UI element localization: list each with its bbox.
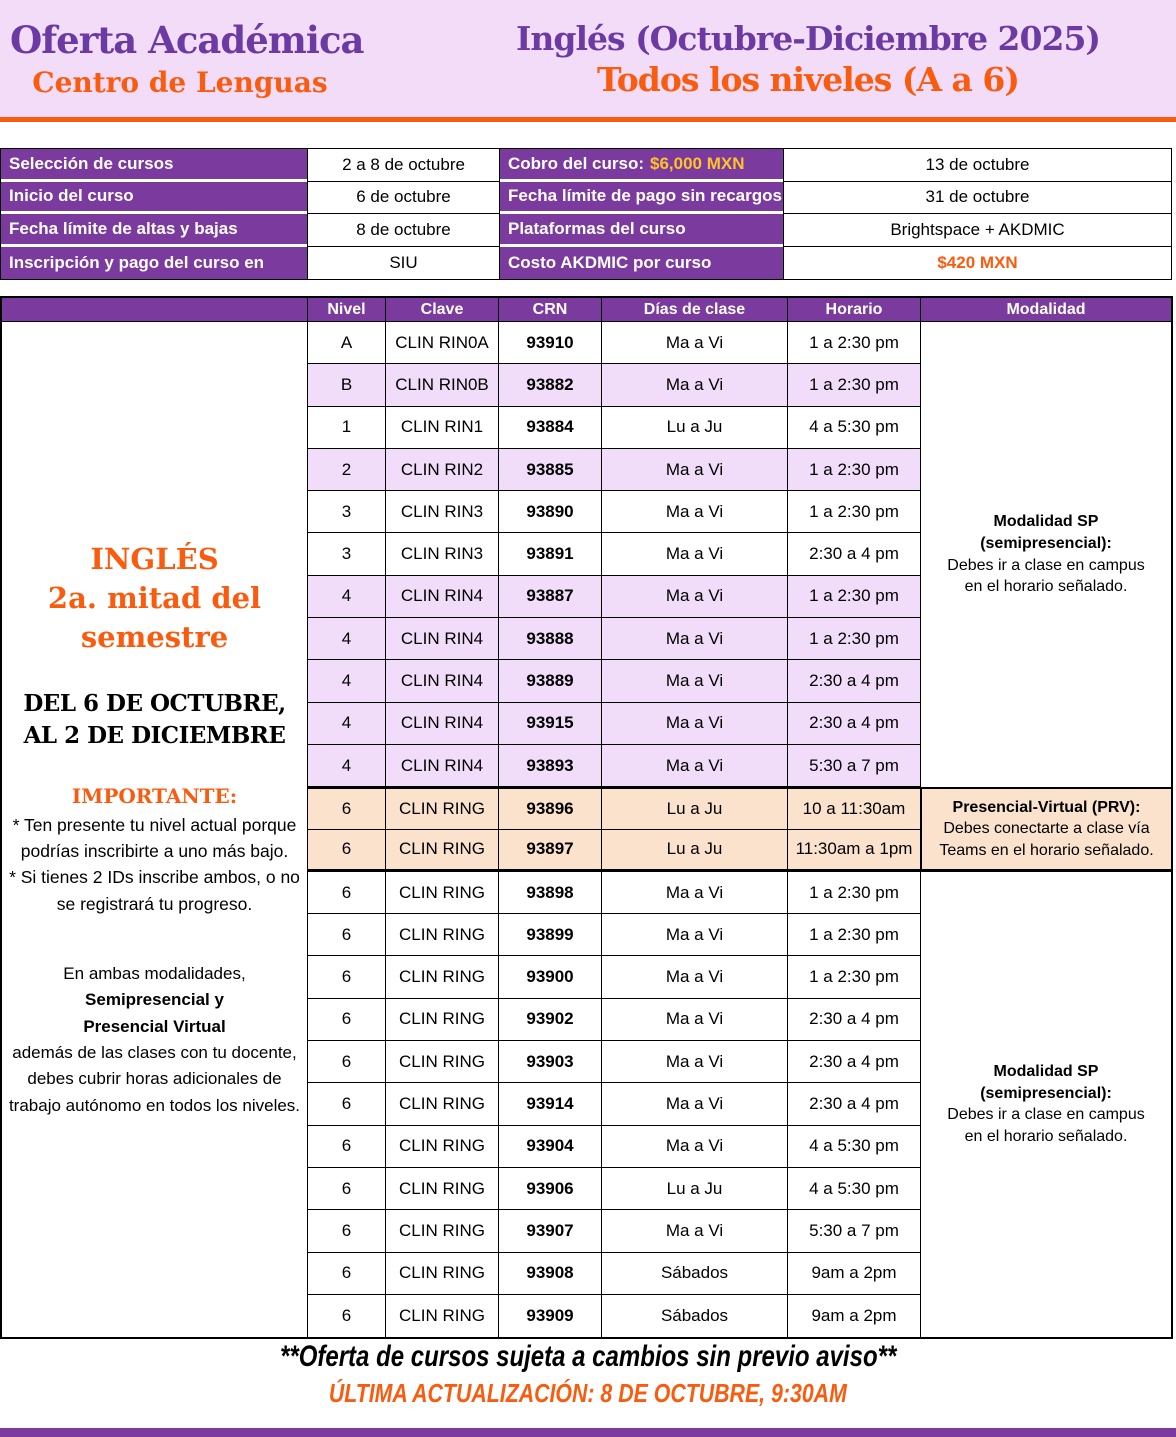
course-cell-horario: 4 a 5:30 pm bbox=[788, 407, 921, 449]
course-cell-crn: 93904 bbox=[499, 1126, 602, 1168]
sidebar-note-2: * Si tienes 2 IDs inscribe ambos, o no se registrará tu progreso. bbox=[9, 867, 300, 914]
course-cell-horario: 4 a 5:30 pm bbox=[788, 1168, 921, 1210]
course-cell-nivel: 6 bbox=[308, 787, 386, 829]
info-value: Brightspace + AKDMIC bbox=[783, 214, 1171, 247]
course-cell-clave: CLIN RING bbox=[386, 1041, 499, 1083]
modalidad-sp-bottom-cell bbox=[921, 872, 1171, 1337]
course-cell-nivel: 6 bbox=[308, 1126, 386, 1168]
sidebar-block-line3: Presencial Virtual bbox=[83, 1016, 226, 1036]
course-cell-crn: 93906 bbox=[499, 1168, 602, 1210]
course-cell-nivel: B bbox=[308, 364, 386, 406]
course-cell-nivel: 4 bbox=[308, 618, 386, 660]
course-cell-clave: CLIN RIN4 bbox=[386, 660, 499, 702]
course-cell-clave: CLIN RING bbox=[386, 1253, 499, 1295]
course-levels: Todos los niveles (A a 6) bbox=[597, 59, 1019, 99]
course-cell-nivel: 6 bbox=[308, 956, 386, 998]
modalidad-sp-title: Modalidad SP (semipresencial): bbox=[980, 1063, 1112, 1102]
course-cell-horario: 1 a 2:30 pm bbox=[788, 872, 921, 914]
course-cell-nivel: 3 bbox=[308, 491, 386, 533]
course-cell-horario: 1 a 2:30 pm bbox=[788, 449, 921, 491]
course-cell-clave: CLIN RING bbox=[386, 1295, 499, 1337]
course-cell-crn: 93909 bbox=[499, 1295, 602, 1337]
course-cell-horario: 2:30 a 4 pm bbox=[788, 1083, 921, 1125]
course-cell-crn: 93903 bbox=[499, 1041, 602, 1083]
info-label: Inscripción y pago del curso en bbox=[1, 247, 307, 280]
course-cell-horario: 1 a 2:30 pm bbox=[788, 491, 921, 533]
bottom-purple-bar bbox=[0, 1428, 1176, 1437]
course-cell-dias: Ma a Vi bbox=[602, 914, 788, 956]
course-cell-clave: CLIN RING bbox=[386, 914, 499, 956]
course-cell-nivel: 6 bbox=[308, 1295, 386, 1337]
info-label: Costo AKDMIC por curso bbox=[500, 247, 783, 280]
course-cell-horario: 5:30 a 7 pm bbox=[788, 745, 921, 787]
modalidad-sp-body: Debes ir a clase en campus en el horario señalado. bbox=[947, 556, 1145, 596]
course-cell-dias: Lu a Ju bbox=[602, 787, 788, 829]
course-cell-dias: Ma a Vi bbox=[602, 576, 788, 618]
footer bbox=[0, 1340, 1176, 1409]
column-header-clave: Clave bbox=[386, 298, 499, 322]
course-cell-horario: 1 a 2:30 pm bbox=[788, 956, 921, 998]
course-cell-horario: 4 a 5:30 pm bbox=[788, 1126, 921, 1168]
column-header-horario: Horario bbox=[788, 298, 921, 322]
course-cell-dias: Ma a Vi bbox=[602, 745, 788, 787]
course-cell-dias: Ma a Vi bbox=[602, 491, 788, 533]
course-cell-crn: 93888 bbox=[499, 618, 602, 660]
course-cell-horario: 9am a 2pm bbox=[788, 1253, 921, 1295]
course-cell-clave: CLIN RIN3 bbox=[386, 491, 499, 533]
info-label: Inicio del curso bbox=[1, 182, 307, 215]
course-cell-crn: 93896 bbox=[499, 787, 602, 829]
course-cell-clave: CLIN RIN4 bbox=[386, 618, 499, 660]
course-title: Inglés (Octubre-Diciembre 2025) bbox=[515, 18, 1101, 58]
course-cell-clave: CLIN RING bbox=[386, 787, 499, 829]
course-cell-clave: CLIN RIN4 bbox=[386, 745, 499, 787]
info-label-highlight: $6,000 MXN bbox=[650, 153, 745, 173]
course-cell-nivel: A bbox=[308, 322, 386, 364]
course-cell-horario: 2:30 a 4 pm bbox=[788, 703, 921, 745]
course-cell-horario: 2:30 a 4 pm bbox=[788, 660, 921, 702]
column-header-modalidad: Modalidad bbox=[921, 298, 1171, 322]
course-cell-clave: CLIN RIN4 bbox=[386, 576, 499, 618]
course-cell-clave: CLIN RING bbox=[386, 999, 499, 1041]
course-cell-horario: 10 a 11:30am bbox=[788, 787, 921, 829]
sidebar-block-line2: Semipresencial y bbox=[85, 990, 224, 1010]
course-cell-clave: CLIN RING bbox=[386, 872, 499, 914]
info-label: Plataformas del curso bbox=[500, 214, 783, 247]
info-value: 31 de octubre bbox=[783, 182, 1171, 215]
course-cell-nivel: 4 bbox=[308, 703, 386, 745]
footer-last-updated: ÚLTIMA ACTUALIZACIÓN: 8 DE OCTUBRE, 9:30AM bbox=[328, 1378, 847, 1408]
course-cell-horario: 1 a 2:30 pm bbox=[788, 576, 921, 618]
course-cell-dias: Sábados bbox=[602, 1295, 788, 1337]
course-cell-horario: 5:30 a 7 pm bbox=[788, 1210, 921, 1252]
course-cell-crn: 93907 bbox=[499, 1210, 602, 1252]
info-label: Selección de cursos bbox=[1, 149, 307, 182]
course-cell-dias: Ma a Vi bbox=[602, 449, 788, 491]
info-value-akdmic-cost: $420 MXN bbox=[783, 247, 1171, 280]
course-cell-horario: 9am a 2pm bbox=[788, 1295, 921, 1337]
course-cell-crn: 93887 bbox=[499, 576, 602, 618]
column-header-dias: Días de clase bbox=[602, 298, 788, 322]
sidebar-title-line1: INGLÉS bbox=[90, 542, 219, 577]
info-value: SIU bbox=[307, 247, 500, 280]
course-cell-crn: 93885 bbox=[499, 449, 602, 491]
course-cell-dias: Ma a Vi bbox=[602, 1126, 788, 1168]
sidebar-note-1: * Ten presente tu nivel actual porque podrías inscribirte a uno más bajo. bbox=[12, 814, 297, 862]
info-value: 6 de octubre bbox=[307, 182, 500, 215]
course-cell-clave: CLIN RING bbox=[386, 1168, 499, 1210]
course-cell-clave: CLIN RING bbox=[386, 830, 499, 872]
course-cell-nivel: 4 bbox=[308, 660, 386, 702]
info-label: Fecha límite de altas y bajas bbox=[1, 214, 307, 247]
course-cell-clave: CLIN RIN3 bbox=[386, 533, 499, 575]
course-cell-dias: Ma a Vi bbox=[602, 703, 788, 745]
sidebar-modalities-note bbox=[6, 961, 303, 1119]
sidebar-block-line1: En ambas modalidades, bbox=[63, 963, 246, 983]
course-cell-nivel: 6 bbox=[308, 1168, 386, 1210]
course-cell-horario: 1 a 2:30 pm bbox=[788, 322, 921, 364]
course-cell-clave: CLIN RING bbox=[386, 956, 499, 998]
course-cell-clave: CLIN RIN1 bbox=[386, 407, 499, 449]
course-cell-clave: CLIN RING bbox=[386, 1083, 499, 1125]
course-cell-dias: Ma a Vi bbox=[602, 956, 788, 998]
course-cell-dias: Ma a Vi bbox=[602, 364, 788, 406]
sidebar-block-line4: además de las clases con tu docente, debes cubrir horas adicionales de trabajo autónomo en todos los niveles. bbox=[8, 1042, 301, 1115]
course-cell-nivel: 6 bbox=[308, 872, 386, 914]
course-cell-nivel: 1 bbox=[308, 407, 386, 449]
course-cell-nivel: 6 bbox=[308, 1210, 386, 1252]
course-cell-crn: 93910 bbox=[499, 322, 602, 364]
course-cell-nivel: 6 bbox=[308, 830, 386, 872]
course-cell-dias: Lu a Ju bbox=[602, 830, 788, 872]
course-cell-clave: CLIN RING bbox=[386, 1126, 499, 1168]
sidebar-important-heading: IMPORTANTE: bbox=[71, 783, 238, 808]
course-cell-dias: Ma a Vi bbox=[602, 533, 788, 575]
info-value: 13 de octubre bbox=[783, 149, 1171, 182]
modalidad-prv-body: Debes conectarte a clase vía Teams en el horario señalado. bbox=[939, 820, 1154, 859]
column-header-crn: CRN bbox=[499, 298, 602, 322]
course-cell-crn: 93882 bbox=[499, 364, 602, 406]
course-cell-clave: CLIN RIN2 bbox=[386, 449, 499, 491]
footer-notice: **Oferta de cursos sujeta a cambios sin previo aviso** bbox=[279, 1340, 897, 1373]
modalidad-sp-top-cell bbox=[921, 322, 1171, 787]
sidebar-title-line2: 2a. mitad del semestre bbox=[47, 581, 262, 655]
course-cell-dias: Ma a Vi bbox=[602, 872, 788, 914]
course-cell-dias: Lu a Ju bbox=[602, 407, 788, 449]
course-cell-crn: 93898 bbox=[499, 872, 602, 914]
info-label-text: Cobro del curso: bbox=[508, 153, 645, 173]
course-cell-nivel: 6 bbox=[308, 1041, 386, 1083]
course-cell-horario: 1 a 2:30 pm bbox=[788, 914, 921, 956]
info-label bbox=[500, 149, 783, 182]
course-cell-horario: 1 a 2:30 pm bbox=[788, 364, 921, 406]
course-cell-crn: 93914 bbox=[499, 1083, 602, 1125]
banner-right bbox=[440, 19, 1176, 99]
course-cell-crn: 93893 bbox=[499, 745, 602, 787]
course-cell-horario: 2:30 a 4 pm bbox=[788, 1041, 921, 1083]
modalidad-prv-cell bbox=[921, 787, 1171, 872]
course-cell-crn: 93899 bbox=[499, 914, 602, 956]
course-cell-dias: Sábados bbox=[602, 1253, 788, 1295]
modalidad-sp-title: Modalidad SP (semipresencial): bbox=[980, 513, 1112, 553]
course-cell-nivel: 6 bbox=[308, 999, 386, 1041]
page-subtitle: Centro de Lenguas bbox=[32, 66, 328, 99]
course-cell-clave: CLIN RING bbox=[386, 1210, 499, 1252]
course-cell-nivel: 4 bbox=[308, 576, 386, 618]
course-cell-crn: 93897 bbox=[499, 830, 602, 872]
course-cell-dias: Ma a Vi bbox=[602, 1083, 788, 1125]
page-title: Oferta Académica bbox=[10, 18, 364, 62]
course-cell-dias: Ma a Vi bbox=[602, 1041, 788, 1083]
course-table bbox=[0, 296, 1173, 1339]
course-cell-horario: 11:30am a 1pm bbox=[788, 830, 921, 872]
column-header-nivel: Nivel bbox=[308, 298, 386, 322]
sidebar-info-cell bbox=[2, 322, 308, 1337]
course-cell-dias: Lu a Ju bbox=[602, 1168, 788, 1210]
course-cell-crn: 93915 bbox=[499, 703, 602, 745]
course-cell-crn: 93884 bbox=[499, 407, 602, 449]
course-cell-horario: 1 a 2:30 pm bbox=[788, 618, 921, 660]
course-cell-dias: Ma a Vi bbox=[602, 1210, 788, 1252]
course-cell-crn: 93891 bbox=[499, 533, 602, 575]
course-cell-nivel: 2 bbox=[308, 449, 386, 491]
course-cell-horario: 2:30 a 4 pm bbox=[788, 999, 921, 1041]
sidebar-course-name bbox=[30, 540, 280, 657]
course-cell-horario: 2:30 a 4 pm bbox=[788, 533, 921, 575]
course-cell-crn: 93889 bbox=[499, 660, 602, 702]
header-banner bbox=[0, 0, 1176, 122]
course-cell-dias: Ma a Vi bbox=[602, 618, 788, 660]
course-cell-clave: CLIN RIN0B bbox=[386, 364, 499, 406]
course-cell-crn: 93890 bbox=[499, 491, 602, 533]
course-cell-nivel: 4 bbox=[308, 745, 386, 787]
course-cell-dias: Ma a Vi bbox=[602, 322, 788, 364]
info-value: 2 a 8 de octubre bbox=[307, 149, 500, 182]
course-cell-crn: 93902 bbox=[499, 999, 602, 1041]
info-label: Fecha límite de pago sin recargos bbox=[500, 182, 783, 215]
course-cell-dias: Ma a Vi bbox=[602, 660, 788, 702]
banner-left bbox=[0, 18, 440, 99]
course-cell-crn: 93908 bbox=[499, 1253, 602, 1295]
sidebar-dates: DEL 6 DE OCTUBRE, AL 2 DE DICIEMBRE bbox=[23, 689, 286, 749]
course-cell-nivel: 6 bbox=[308, 914, 386, 956]
course-cell-clave: CLIN RIN0A bbox=[386, 322, 499, 364]
course-cell-nivel: 6 bbox=[308, 1253, 386, 1295]
course-cell-clave: CLIN RIN4 bbox=[386, 703, 499, 745]
course-cell-nivel: 3 bbox=[308, 533, 386, 575]
modalidad-sp-body: Debes ir a clase en campus en el horario señalado. bbox=[947, 1106, 1145, 1146]
sidebar-notes bbox=[6, 812, 303, 917]
course-cell-nivel: 6 bbox=[308, 1083, 386, 1125]
course-cell-crn: 93900 bbox=[499, 956, 602, 998]
course-cell-dias: Ma a Vi bbox=[602, 999, 788, 1041]
modalidad-prv-title: Presencial-Virtual (PRV): bbox=[952, 798, 1141, 816]
column-header-empty bbox=[2, 298, 308, 322]
info-value: 8 de octubre bbox=[307, 214, 500, 247]
info-table bbox=[0, 148, 1172, 280]
